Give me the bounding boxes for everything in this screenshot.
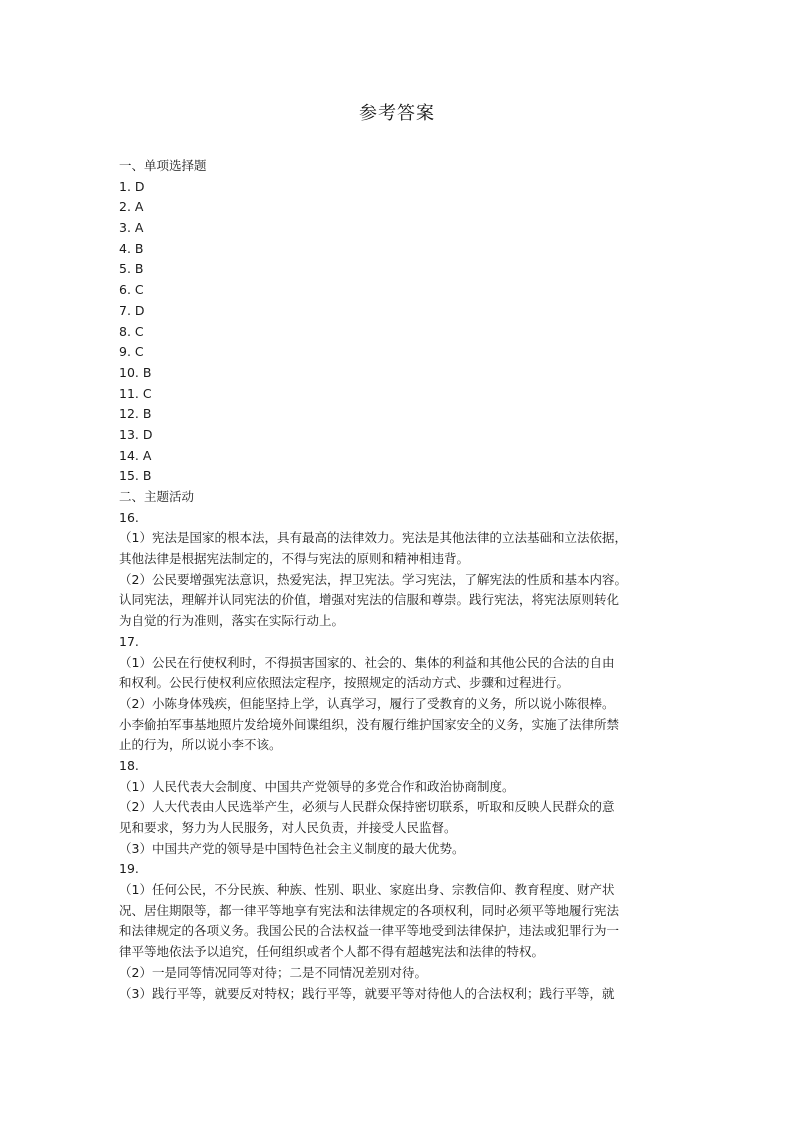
answer-item: 12. B bbox=[119, 406, 152, 422]
page-title: 参考答案 bbox=[359, 103, 435, 124]
answer-paragraph bbox=[119, 797, 684, 838]
answer-line: （1）人民代表大会制度、中国共产党领导的多党合作和政治协商制度。 bbox=[119, 778, 515, 794]
answer-item: 14. A bbox=[119, 447, 152, 463]
answer-item: 3. A bbox=[119, 220, 144, 236]
answer-paragraph bbox=[119, 653, 684, 694]
answer-item: 1. D bbox=[119, 178, 145, 194]
answer-line: 和权利。公民行使权利应依照法定程序，按照规定的活动方式、步骤和过程进行。 bbox=[119, 675, 570, 691]
answer-line: 和法律规定的各项义务。我国公民的合法权益一律平等地受到法律保护，违法或犯罪行为一 bbox=[119, 923, 620, 939]
answer-paragraph bbox=[119, 694, 684, 756]
answer-line: （1）公民在行使权利时，不得损害国家的、社会的、集体的利益和其他公民的合法的自由 bbox=[119, 654, 615, 670]
answer-line: 其他法律是根据宪法制定的，不得与宪法的原则和精神相违背。 bbox=[119, 551, 470, 567]
question-number: 16. bbox=[119, 509, 139, 525]
answer-line: 见和要求，努力为人民服务，对人民负责，并接受人民监督。 bbox=[119, 820, 457, 835]
answer-line: （2）人大代表由人民选举产生，必须与人民群众保持密切联系，听取和反映人民群众的意 bbox=[119, 799, 615, 815]
answer-item: 8. C bbox=[119, 323, 144, 339]
answer-item: 13. D bbox=[119, 426, 153, 442]
question-number: 18. bbox=[119, 757, 139, 773]
answer-line: （2）小陈身体残疾，但能坚持上学，认真学习，履行了受教育的义务，所以说小陈很棒。 bbox=[119, 695, 615, 711]
answer-line: 止的行为，所以说小李不该。 bbox=[119, 737, 282, 753]
answer-line: 况、居住期限等，都一律平等地享有宪法和法律规定的各项权利，同时必须平等地履行宪法 bbox=[119, 902, 620, 918]
answer-content bbox=[119, 156, 684, 1004]
answer-item: 5. B bbox=[119, 261, 144, 277]
section-heading-theme-activity: 二、主题活动 bbox=[119, 489, 195, 504]
answer-paragraph bbox=[119, 880, 684, 963]
answer-line: （2）公民要增强宪法意识，热爱宪法，捍卫宪法。学习宪法，了解宪法的性质和基本内容。 bbox=[119, 571, 627, 587]
answer-line: （2）一是同等情况同等对待；二是不同情况差别对待。 bbox=[119, 964, 427, 980]
answer-paragraph bbox=[119, 984, 684, 1005]
answer-line: 律平等地依法予以追究，任何组织或者个人都不得有超越宪法和法律的特权。 bbox=[119, 944, 545, 960]
answer-paragraph bbox=[119, 777, 684, 798]
answer-item: 7. D bbox=[119, 302, 145, 318]
answer-line: （3）中国共产党的领导是中国特色社会主义制度的最大优势。 bbox=[119, 840, 465, 856]
question-number: 19. bbox=[119, 861, 139, 877]
answer-item: 15. B bbox=[119, 468, 152, 484]
answer-line: （3）践行平等，就要反对特权；践行平等，就要平等对待他人的合法权利；践行平等，就 bbox=[119, 985, 615, 1001]
answer-item: 10. B bbox=[119, 364, 152, 380]
answer-paragraph bbox=[119, 963, 684, 984]
answer-line: （1）宪法是国家的根本法，具有最高的法律效力。宪法是其他法律的立法基础和立法依据， bbox=[119, 530, 627, 546]
question-number: 17. bbox=[119, 633, 139, 649]
section-heading-multiple-choice: 一、单项选择题 bbox=[119, 158, 207, 173]
answer-paragraph bbox=[119, 528, 684, 569]
answer-line: （1）任何公民，不分民族、种族、性别、职业、家庭出身、宗教信仰、教育程度、财产状 bbox=[119, 882, 615, 898]
answer-paragraph bbox=[119, 570, 684, 632]
answer-item: 6. C bbox=[119, 282, 144, 298]
answer-paragraph bbox=[119, 839, 684, 860]
answer-item: 9. C bbox=[119, 344, 144, 360]
answer-item: 4. B bbox=[119, 240, 144, 256]
answer-item: 2. A bbox=[119, 199, 144, 215]
answer-line: 认同宪法，理解并认同宪法的价值，增强对宪法的信服和尊崇。践行宪法，将宪法原则转化 bbox=[119, 592, 620, 608]
answer-line: 为自觉的行为准则，落实在实际行动上。 bbox=[119, 613, 345, 629]
answer-item: 11. C bbox=[119, 385, 152, 401]
answer-line: 小李偷拍军事基地照片发给境外间谍组织，没有履行维护国家安全的义务，实施了法律所禁 bbox=[119, 716, 620, 732]
